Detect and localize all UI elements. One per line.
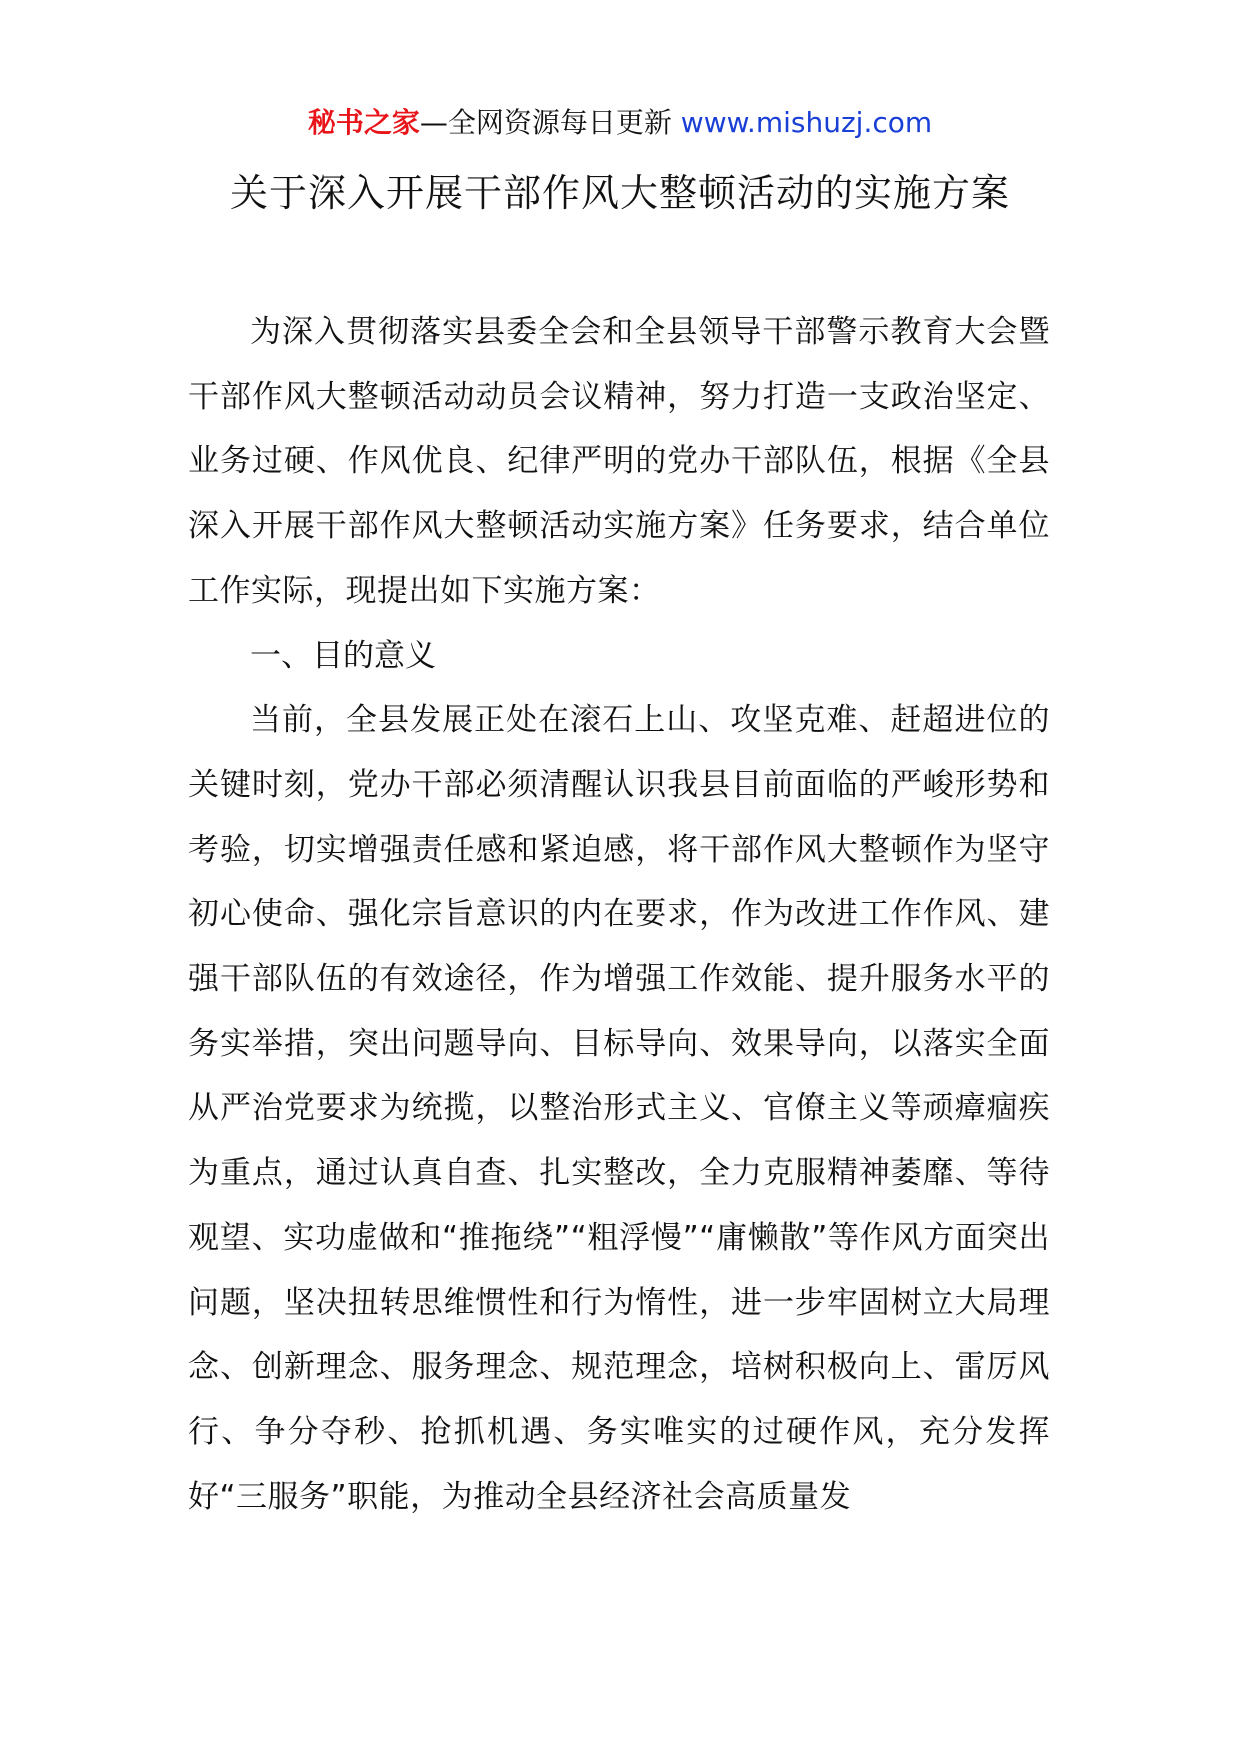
section-heading-purpose: 一、目的意义: [250, 637, 436, 674]
document-title: 关于深入开展干部作风大整顿活动的实施方案: [229, 171, 1010, 215]
watermark-header: [0, 103, 1240, 143]
brand-name: 秘书之家: [307, 106, 420, 139]
intro-paragraph: 为深入贯彻落实县委全会和全县领导干部警示教育大会暨干部作风大整顿活动动员会议精神，努力打造一支政治坚定、业务过硬、作风优良、纪律严明的党办干部队伍，根据《全县深入开展干部作风大整顿活动实施方案》任务要求，结合单位工作实际，现提出如下实施方案：: [188, 314, 1050, 609]
document-body: [188, 300, 1050, 1529]
header-tagline: —全网资源每日更新: [419, 106, 672, 139]
site-url-link[interactable]: www.mishuzj.com: [680, 106, 933, 139]
section-paragraph-purpose: 当前，全县发展正处在滚石上山、攻坚克难、赶超进位的关键时刻，党办干部必须清醒认识我县目前面临的严峻形势和考验，切实增强责任感和紧迫感，将干部作风大整顿作为坚守初心使命、强化宗旨意识的内在要求，作为改进工作作风、建强干部队伍的有效途径，作为增强工作效能、提升服务水平的务实举措，突出问题导向、目标导向、效果导向，以落实全面从严治党要求为统揽，以整治形式主义、官僚主义等顽瘴痼疾为重点，通过认真自查、扎实整改，全力克服精神萎靡、等待观望、实功虚做和“推拖绕”“粗浮慢”“庸懒散”等作风方面突出问题，坚决扭转思维惯性和行为惰性，进一步牢固树立大局理念、创新理念、服务理念、规范理念，培树积极向上、雷厉风行、争分夺秒、抢抓机遇、务实唯实的过硬作风，充分发挥好“三服务”职能，为推动全县经济社会高质量发: [188, 702, 1050, 1515]
